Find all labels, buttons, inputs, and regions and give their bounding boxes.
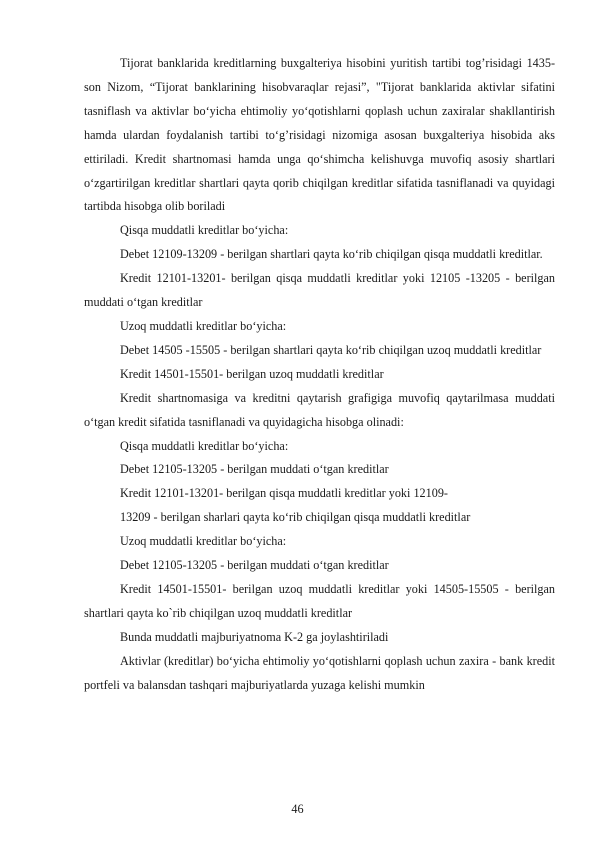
paragraph-debit-entry: Debet 14505 -15505 - berilgan shartlari qayta ko‘rib chiqilgan uzoq muddatli kreditlar [120, 342, 542, 357]
paragraph-debit-entry: Debet 12105-13205 - berilgan muddati o‘tgan kreditlar [120, 462, 389, 477]
paragraph-credit-entry: Kredit 12101-13201- berilgan qisqa muddatli kreditlar yoki 12109- [120, 486, 448, 501]
paragraph-long-term-heading: Uzoq muddatli kreditlar bo‘yicha: [120, 318, 287, 333]
paragraph-reserve-note: Aktivlar (kreditlar) bo‘yicha ehtimoliy yo‘qotishlarni qoplash uchun zaxira - bank kredit portfeli va balansdan tashqari majburiyatlarda yuzaga kelishi mumkin [84, 653, 555, 692]
paragraph-overdue-note: Kredit shartnomasiga va kreditni qaytarish grafigiga muvofiq qaytarilmasa muddati o‘tgan kredit sifatida tasniflanadi va quyidagicha hisobga olinadi: [84, 390, 555, 429]
paragraph-short-term-heading: Qisqa muddatli kreditlar bo‘yicha: [120, 438, 289, 453]
paragraph-debit-entry: Debet 12109-13209 - berilgan shartlari qayta ko‘rib chiqilgan qisqa muddatli kreditlar. [120, 247, 543, 262]
paragraph-k2-note: Bunda muddatli majburiyatnoma K-2 ga joylashtiriladi [120, 629, 389, 644]
page-number: 46 [291, 802, 304, 816]
paragraph-debit-entry: Debet 12105-13205 - berilgan muddati o‘tgan kreditlar [120, 558, 389, 573]
paragraph-long-term-heading: Uzoq muddatli kreditlar bo‘yicha: [120, 534, 287, 549]
paragraph-credit-entry: Kredit 14501-15501- berilgan uzoq muddatli kreditlar [120, 366, 384, 381]
paragraph-intro: Tijorat banklarida kreditlarning buxgalteriya hisobini yuritish tartibi tog’risidagi 1435-son Nizom, “Tijorat banklarining hisobvaraqlar rejasi”, "Tijorat banklarida aktivlar sifatini tasniflash va aktivlar bo‘yicha ehtimoliy yo‘qotishlarni qoplash uchun zaxiralar shakllantirish hamda ulardan foydalanish tartibi to‘g’risidagi nizomiga asosan buxgalteriya hisobida aks ettiriladi. Kredit shartnomasi hamda unga qo‘shimcha kelishuvga muvofiq asosiy shartlari o‘zgartirilgan kreditlar shartlari qayta qorib chiqilgan kreditlar sifatida tasniflanadi va quyidagi tartibda hisobga olib boriladi [84, 56, 555, 214]
paragraph-credit-entry: Kredit 12101-13201- berilgan qisqa muddatli kreditlar yoki 12105 -13205 - berilgan muddati o‘tgan kreditlar [84, 271, 555, 310]
document-body [84, 52, 555, 697]
paragraph-credit-entry: Kredit 14501-15501- berilgan uzoq muddatli kreditlar yoki 14505-15505 - berilgan shartlari qayta ko`rib chiqilgan uzoq muddatli kreditlar [84, 581, 555, 620]
paragraph-short-term-heading: Qisqa muddatli kreditlar bo‘yicha: [120, 223, 289, 238]
paragraph-credit-entry-continued: 13209 - berilgan sharlari qayta ko‘rib chiqilgan qisqa muddatli kreditlar [120, 510, 471, 525]
